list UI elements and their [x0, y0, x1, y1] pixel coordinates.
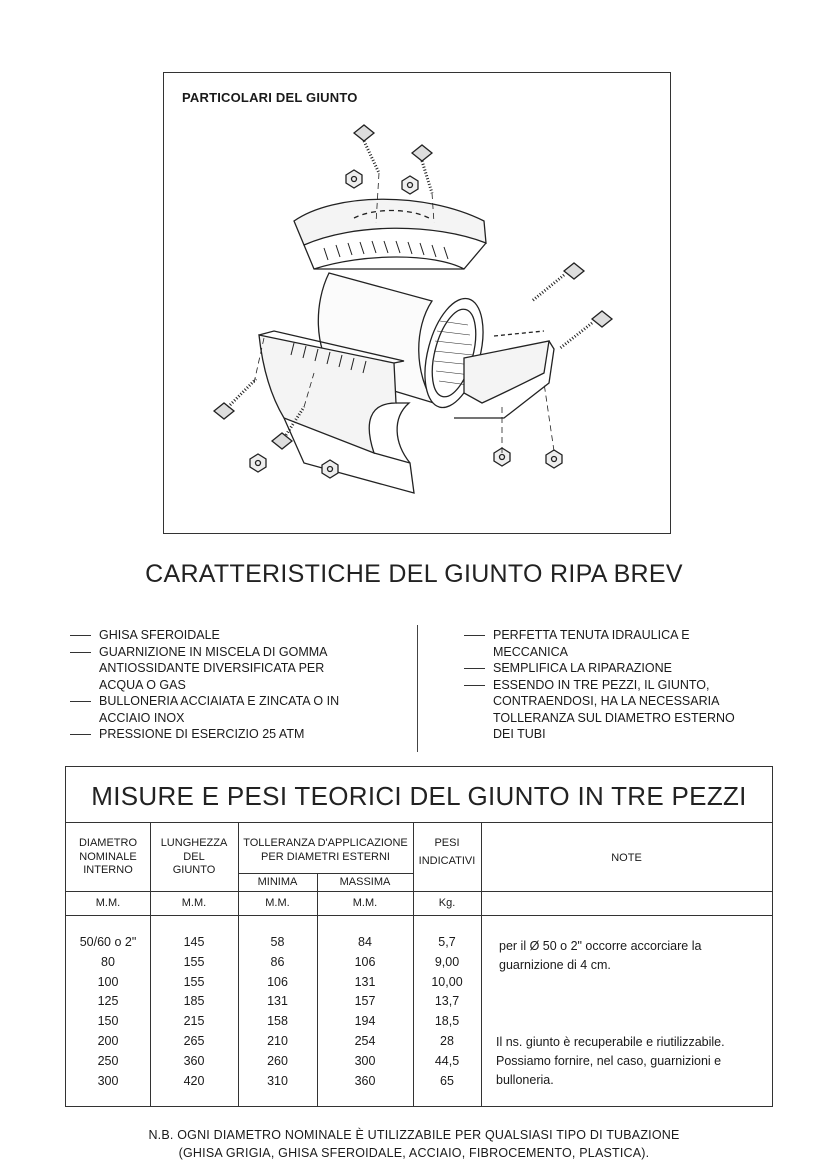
feature-line: CONTRAENDOSI, HA LA NECESSARIA: [493, 694, 720, 708]
feature-line: SEMPLIFICA LA RIPARAZIONE: [493, 661, 672, 675]
column-diametro: 50/60 o 2" 80 100 125 150 200 250 300: [79, 935, 137, 1088]
column-lunghezza: 145 155 155 185 215 265 360 420: [183, 935, 205, 1088]
table-rule: [66, 822, 772, 823]
feature-line: ESSENDO IN TRE PEZZI, IL GIUNTO,: [493, 677, 710, 692]
feature-line: GHISA SFEROIDALE: [99, 628, 220, 642]
feature-line: MECCANICA: [493, 644, 569, 659]
feature-line: DEI TUBI: [493, 727, 546, 741]
dimensions-table: [65, 766, 773, 1107]
feature-line: ANTIOSSIDANTE DIVERSIFICATA PER: [99, 661, 325, 675]
feature-line: GUARNIZIONE IN MISCELA DI GOMMA: [99, 644, 328, 659]
feature-line: BULLONERIA ACCIAIATA E ZINCATA O IN: [99, 694, 340, 708]
feature-line: TOLLERANZA SUL DIAMETRO ESTERNO: [493, 710, 735, 725]
table-rule: [66, 915, 772, 916]
table-rule: [238, 873, 413, 874]
feature-item: [70, 726, 390, 743]
unit-minima: M.M.: [265, 897, 290, 909]
bolts-drawing: [214, 125, 612, 449]
table-title: MISURE E PESI TEORICI DEL GIUNTO IN TRE PEZZI: [91, 781, 747, 811]
feature-line: ACCIAIO INOX: [99, 710, 185, 725]
feature-item: [70, 644, 390, 694]
unit-pesi: Kg.: [438, 897, 456, 909]
feature-item: [464, 660, 784, 677]
feature-item: [70, 627, 390, 644]
figure-frame: [163, 72, 671, 534]
feature-item: [464, 627, 784, 660]
feature-item: [70, 693, 390, 726]
header-diametro: DIAMETRO NOMINALE INTERNO: [78, 837, 138, 876]
upper-shell-drawing: [294, 199, 486, 269]
figure-title: PARTICOLARI DEL GIUNTO: [182, 90, 358, 105]
column-minima: 58 86 106 131 158 210 260 310: [267, 935, 288, 1088]
column-pesi: 5,7 9,00 10,00 13,7 18,5 28 44,5 65: [431, 935, 463, 1088]
features-left-list: [70, 627, 390, 743]
exploded-joint-drawing: [164, 73, 670, 533]
header-massima: MASSIMA: [339, 876, 391, 888]
main-heading: CARATTERISTICHE DEL GIUNTO RIPA BREV: [145, 560, 683, 588]
feature-line: PRESSIONE DI ESERCIZIO 25 ATM: [99, 727, 305, 741]
note-reusable: Il ns. giunto è recuperabile e riutilizzabile. Possiamo fornire, nel caso, guarnizioni e bulloneria.: [496, 1035, 725, 1087]
header-pesi: PESI INDICATIVI: [418, 837, 476, 867]
header-minima: MINIMA: [257, 876, 298, 888]
unit-massima: M.M.: [352, 897, 378, 909]
feature-line: ACQUA O GAS: [99, 677, 186, 692]
feature-line: PERFETTA TENUTA IDRAULICA E: [493, 628, 690, 642]
header-lunghezza: LUNGHEZZA DEL GIUNTO: [160, 837, 228, 876]
header-tolleranza: TOLLERANZA D'APPLICAZIONE PER DIAMETRI ESTERNI: [243, 837, 408, 863]
header-note: NOTE: [611, 852, 642, 864]
features-right-list: [464, 627, 784, 743]
feature-item: [464, 677, 784, 743]
features-divider: [417, 625, 418, 752]
column-massima: 84 106 131 157 194 254 300 360: [354, 935, 376, 1088]
footer-note: N.B. OGNI DIAMETRO NOMINALE È UTILIZZABILE PER QUALSIASI TIPO DI TUBAZIONE: [148, 1128, 680, 1142]
note-shorten-gasket: per il Ø 50 o 2" occorre accorciare la guarnizione di 4 cm.: [499, 939, 702, 972]
unit-diametro: M.M.: [95, 897, 121, 909]
table-rule: [66, 891, 772, 892]
footer-note-materials: (GHISA GRIGIA, GHISA SFEROIDALE, ACCIAIO, FIBROCEMENTO, PLASTICA).: [178, 1146, 650, 1160]
unit-lunghezza: M.M.: [181, 897, 207, 909]
